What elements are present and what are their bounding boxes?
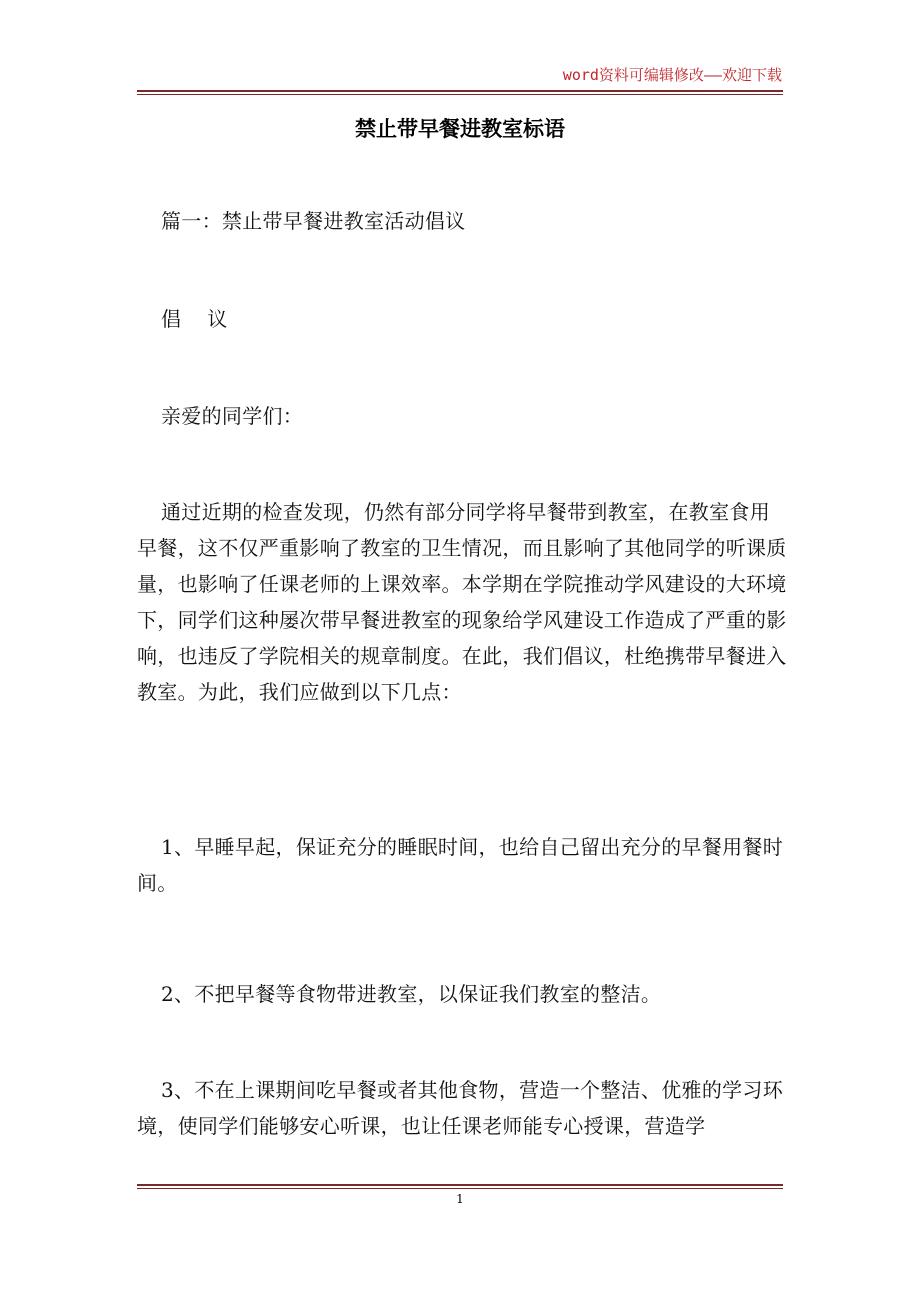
salutation: 亲爱的同学们： — [161, 404, 304, 428]
header-banner-text: word资料可编辑修改——欢迎下载 — [562, 66, 782, 84]
footer-divider — [137, 1184, 783, 1189]
document-title: 禁止带早餐进教室标语 — [355, 117, 565, 141]
proposal-heading-char-1: 倡 — [161, 307, 182, 331]
list-item: 1、早睡早起，保证充分的睡眠时间，也给自己留出充分的早餐用餐时间。 — [137, 835, 784, 895]
section-heading: 篇一：禁止带早餐进教室活动倡议 — [161, 209, 466, 233]
header-divider — [137, 90, 783, 95]
page-number: 1 — [456, 1192, 464, 1206]
body-paragraph: 通过近期的检查发现，仍然有部分同学将早餐带到教室，在教室食用早餐，这不仅严重影响了教室的卫生情况，而且影响了其他同学的听课质量，也影响了任课老师的上课效率。本学期在学院推动学风建设的大环境下，同学们这种屡次带早餐进教室的现象给学风建设工作造成了严重的影响，也违反了学院相关的规章制度。在此，我们倡议，杜绝携带早餐进入教室。为此，我们应做到以下几点： — [137, 500, 787, 704]
list-item: 2、不把早餐等食物带进教室，以保证我们教室的整洁。 — [161, 982, 662, 1006]
proposal-heading — [137, 301, 789, 337]
proposal-heading-char-2: 议 — [207, 307, 228, 331]
list-item: 3、不在上课期间吃早餐或者其他食物，营造一个整洁、优雅的学习环境，使同学们能够安心听课，也让任课老师能专心授课，营造学 — [137, 1078, 784, 1138]
